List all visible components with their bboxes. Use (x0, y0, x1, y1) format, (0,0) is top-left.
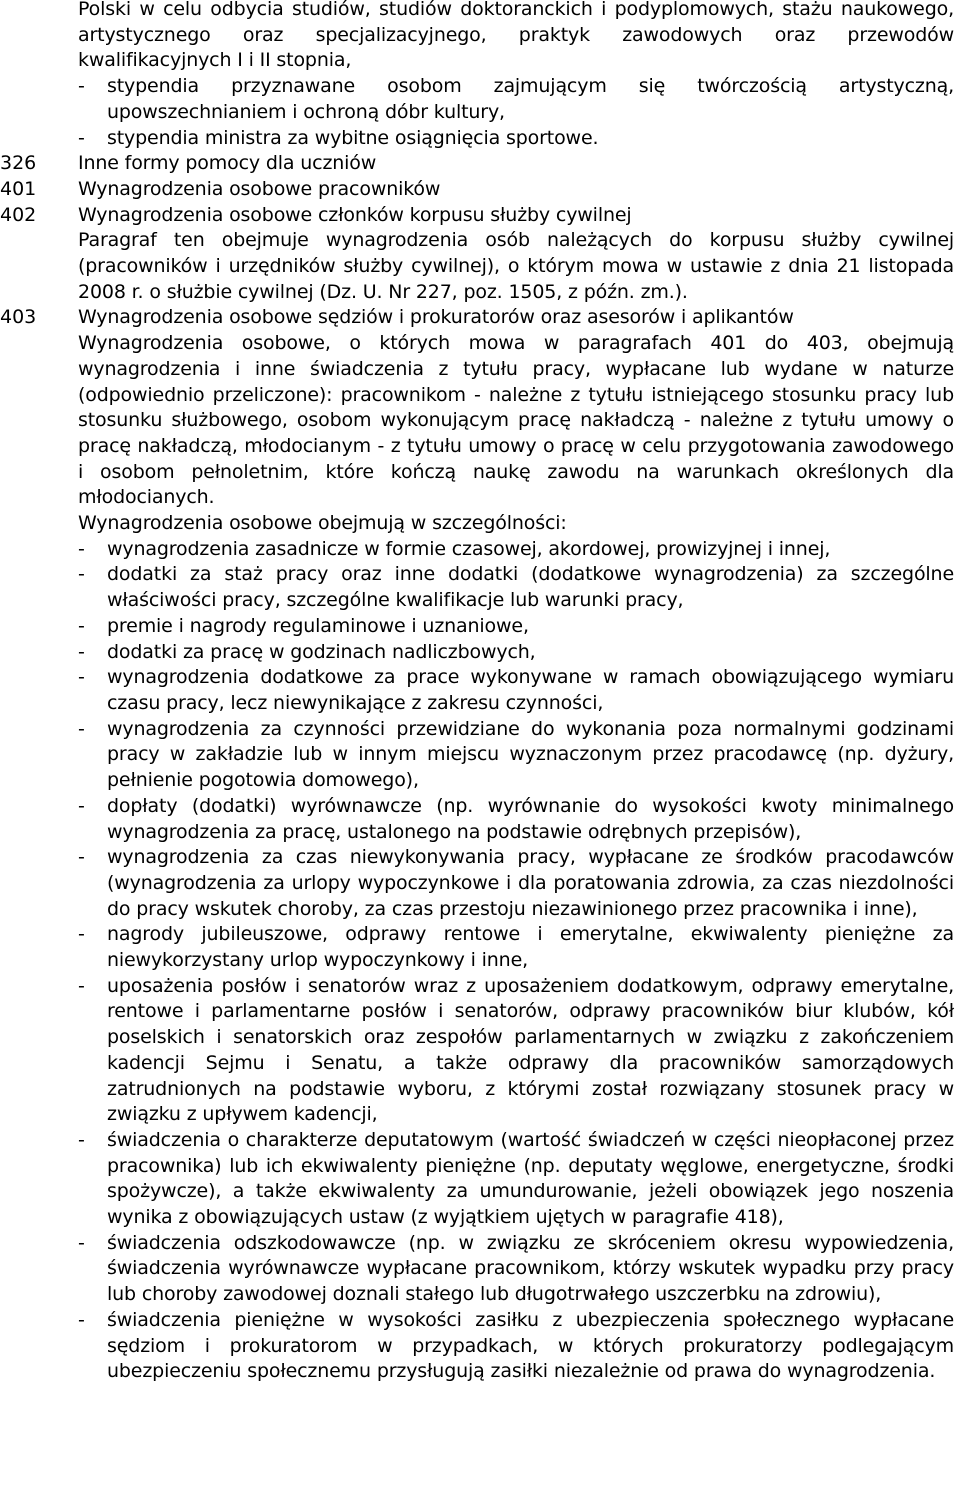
list-item: - wynagrodzenia za czas niewykonywania pracy, wypłacane ze środków pracodawców (wynagrodzenia za urlopy wypoczynkowe i dla poratowania zdrowia, za czas niezdolności do pracy wskutek choroby, za czas przestoju niezawinionego przez pracownika i inne), (78, 846, 954, 920)
section-title: Wynagrodzenia osobowe sędziów i prokuratorów oraz asesorów i aplikantów (78, 306, 794, 329)
section-326 (0, 151, 960, 177)
list-item: - świadczenia o charakterze deputatowym (wartość świadczeń w części nieopłaconej przez pracownika) lub ich ekwiwalenty pieniężne (np. deputaty węglowe, energetyczne, środki spożywcze), a także ekwiwalenty za umundurowanie, jeżeli obowiązek jego noszenia wynika z obowiązujących ustaw (z wyjątkiem ujętych w paragrafie 418), (78, 1128, 954, 1229)
list-item: - świadczenia pieniężne w wysokości zasiłku z ubezpieczenia społecznego wypłacane sędziom i prokuratorom w przypadkach, w których prokuratorzy podlegającym ubezpieczeniu społecznemu przysługują zasiłki niezależnie od prawa do wynagrodzenia. (78, 1308, 954, 1383)
section-title: Wynagrodzenia osobowe pracowników (78, 177, 441, 200)
list-item: - dodatki za staż pracy oraz inne dodatki (dodatkowe wynagrodzenia) za szczególne właściwości pracy, szczególne kwalifikacje lub warunki pracy, (78, 563, 954, 612)
section-title: Inne formy pomocy dla uczniów (78, 152, 377, 175)
list-item: - dopłaty (dodatki) wyrównawcze (np. wyrównanie do wysokości kwoty minimalnego wynagrodzenia za pracę, ustalonego na podstawie odrębnych przepisów), (78, 794, 954, 843)
list-intro: Wynagrodzenia osobowe obejmują w szczególności: (78, 512, 567, 535)
list-item: - premie i nagrody regulaminowe i uznaniowe, (78, 614, 529, 637)
opening-block (0, 0, 960, 151)
opening-bullet-list (78, 74, 954, 151)
list-item: - stypendia ministra za wybitne osiągnięcia sportowe. (78, 126, 599, 149)
section-title: Wynagrodzenia osobowe członków korpusu służby cywilnej (78, 203, 632, 226)
section-401 (0, 177, 960, 203)
list-item: - świadczenia odszkodowawcze (np. w związku ze skróceniem okresu wypowiedzenia, świadczenia wyrównawcze wypłacane pracownikom, którzy wskutek wypadku przy pracy lub choroby zawodowej doznali stałego lub długotrwałego uszczerbku na zdrowiu), (78, 1231, 954, 1306)
list-item: - dodatki za pracę w godzinach nadliczbowych, (78, 640, 536, 663)
opening-continuation: Polski w celu odbycia studiów, studiów doktoranckich i podyplomowych, stażu naukowego, artystycznego oraz specjalizacyjnego, praktyk zawodowych oraz przewodów kwalifikacyjnych I i II stopnia, (78, 0, 954, 72)
section-paragraph: Paragraf ten obejmuje wynagrodzenia osób należących do korpusu służby cywilnej (pracowników i urzędników służby cywilnej), o którym mowa w ustawie z dnia 21 listopada 2008 r. o służbie cywilnej (Dz. U. Nr 227, poz. 1505, z późn. zm.). (78, 229, 954, 303)
section-paragraph: Wynagrodzenia osobowe, o których mowa w paragrafach 401 do 403, obejmują wynagrodzenia i inne świadczenia z tytułu pracy, wypłacane lub wydane w naturze (odpowiednio przeliczone): pracownikom - należne z tytułu istniejącego stosunku pracy lub stosunku służbowego, osobom wykonującym pracę nakładczą - należne z tytułu umowy o pracę nakładczą, młodocianym - z tytułu umowy o pracę w celu przygotowania zawodowego i osobom pełnoletnim, które kończą naukę zawodu na warunkach określonych dla młodocianych. (78, 332, 954, 509)
section-code: 402 (0, 203, 37, 226)
section-code: 403 (0, 306, 37, 329)
list-item: - wynagrodzenia dodatkowe za prace wykonywane w ramach obowiązującego wymiaru czasu pracy, lecz niewynikające z zakresu czynności, (78, 666, 954, 714)
section-403 (0, 305, 960, 1385)
section-bullet-list (78, 537, 954, 1385)
list-item: - stypendia przyznawane osobom zajmującym się twórczością artystyczną, upowszechnianiem i ochroną dóbr kultury, (78, 75, 954, 123)
section-code: 401 (0, 177, 37, 200)
section-402 (0, 203, 960, 306)
list-item: - nagrody jubileuszowe, odprawy rentowe i emerytalne, ekwiwalenty pieniężne za niewykorzystany urlop wypoczynkowy i inne, (78, 923, 954, 972)
list-item: - wynagrodzenia zasadnicze w formie czasowej, akordowej, prowizyjnej i innej, (78, 537, 831, 560)
list-item: - uposażenia posłów i senatorów wraz z uposażeniem dodatkowym, odprawy emerytalne, rentowe i parlamentarne posłów i senatorów, odprawy pracowników biur klubów, kół poselskich i senatorskich oraz zespołów parlamentarnych w związku z zakończeniem kadencji Sejmu i Senatu, a także odprawy dla pracowników samorządowych zatrudnionych na podstawie wyboru, z którymi został rozwiązany stosunek pracy w związku z upływem kadencji, (78, 974, 954, 1126)
section-code: 326 (0, 152, 37, 175)
list-item: - wynagrodzenia za czynności przewidziane do wykonania poza normalnymi godzinami pracy w zakładzie lub w innym miejscu wyznaczonym przez pracodawcę (np. dyżury, pełnienie pogotowia domowego), (78, 717, 954, 792)
